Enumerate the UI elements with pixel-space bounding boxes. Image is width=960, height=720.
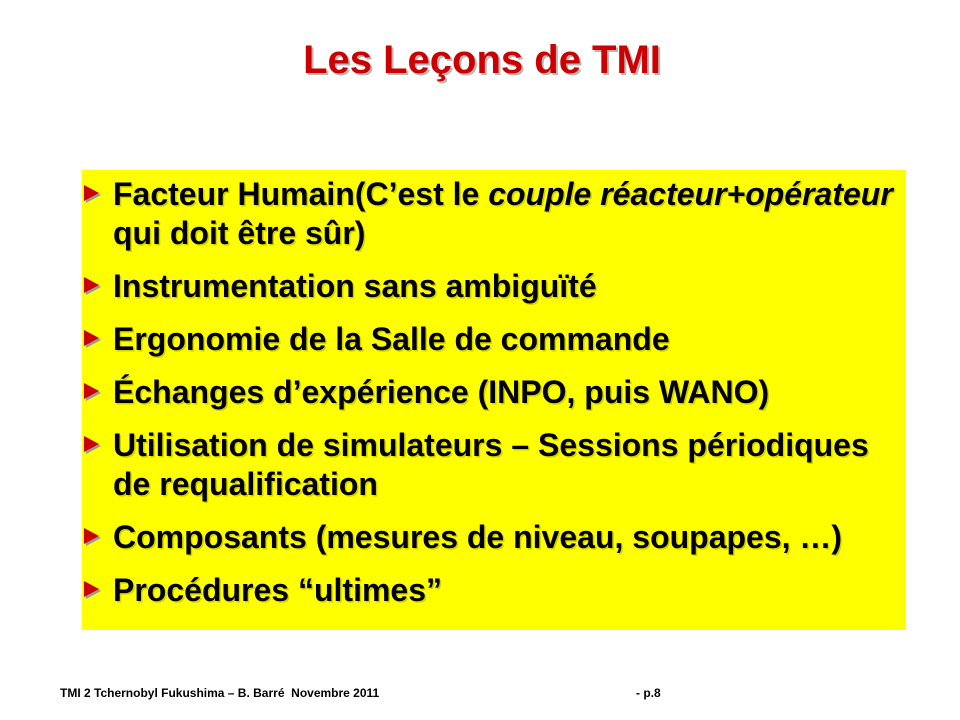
bullet-item bbox=[82, 426, 906, 504]
bullet-continuation: qui doit être sûr) bbox=[113, 215, 366, 251]
bullet-text: Composants (mesures de niveau, soupapes, …) bbox=[113, 519, 843, 555]
triangle-right-icon bbox=[84, 581, 104, 601]
bullet-line bbox=[113, 175, 906, 214]
bullet-text: Procédures “ultimes” bbox=[113, 572, 442, 608]
footer-caption: TMI 2 Tchernobyl Fukushima – B. Barré Novembre 2011 bbox=[60, 686, 380, 700]
bullet-item bbox=[82, 175, 906, 253]
bullet-continuation: de requalification bbox=[113, 466, 378, 502]
triangle-right-icon bbox=[84, 436, 104, 456]
bullet-text: Facteur Humain(C’est le bbox=[113, 176, 489, 212]
bullet-item bbox=[82, 373, 906, 412]
bullet-text: Ergonomie de la Salle de commande bbox=[113, 321, 670, 357]
bullet-text: Instrumentation sans ambiguïté bbox=[113, 268, 597, 304]
bullet-item bbox=[82, 320, 906, 359]
bullet-item bbox=[82, 571, 906, 610]
triangle-right-icon bbox=[84, 383, 104, 403]
triangle-right-icon bbox=[84, 330, 104, 350]
bullet-emphasis: couple réacteur+opérateur bbox=[488, 176, 893, 212]
page-number: - p.8 bbox=[636, 686, 661, 700]
bullet-item bbox=[82, 518, 906, 557]
slide-title: Les Leçons de TMI bbox=[303, 38, 661, 82]
content-box bbox=[82, 170, 906, 630]
triangle-right-icon bbox=[84, 185, 104, 205]
bullet-text: Échanges d’expérience (INPO, puis WANO) bbox=[113, 374, 770, 410]
triangle-right-icon bbox=[84, 528, 104, 548]
bullet-text: Utilisation de simulateurs – Sessions périodiques bbox=[113, 427, 869, 463]
triangle-right-icon bbox=[84, 277, 104, 297]
bullet-item bbox=[82, 267, 906, 306]
bullet-list bbox=[82, 170, 906, 610]
